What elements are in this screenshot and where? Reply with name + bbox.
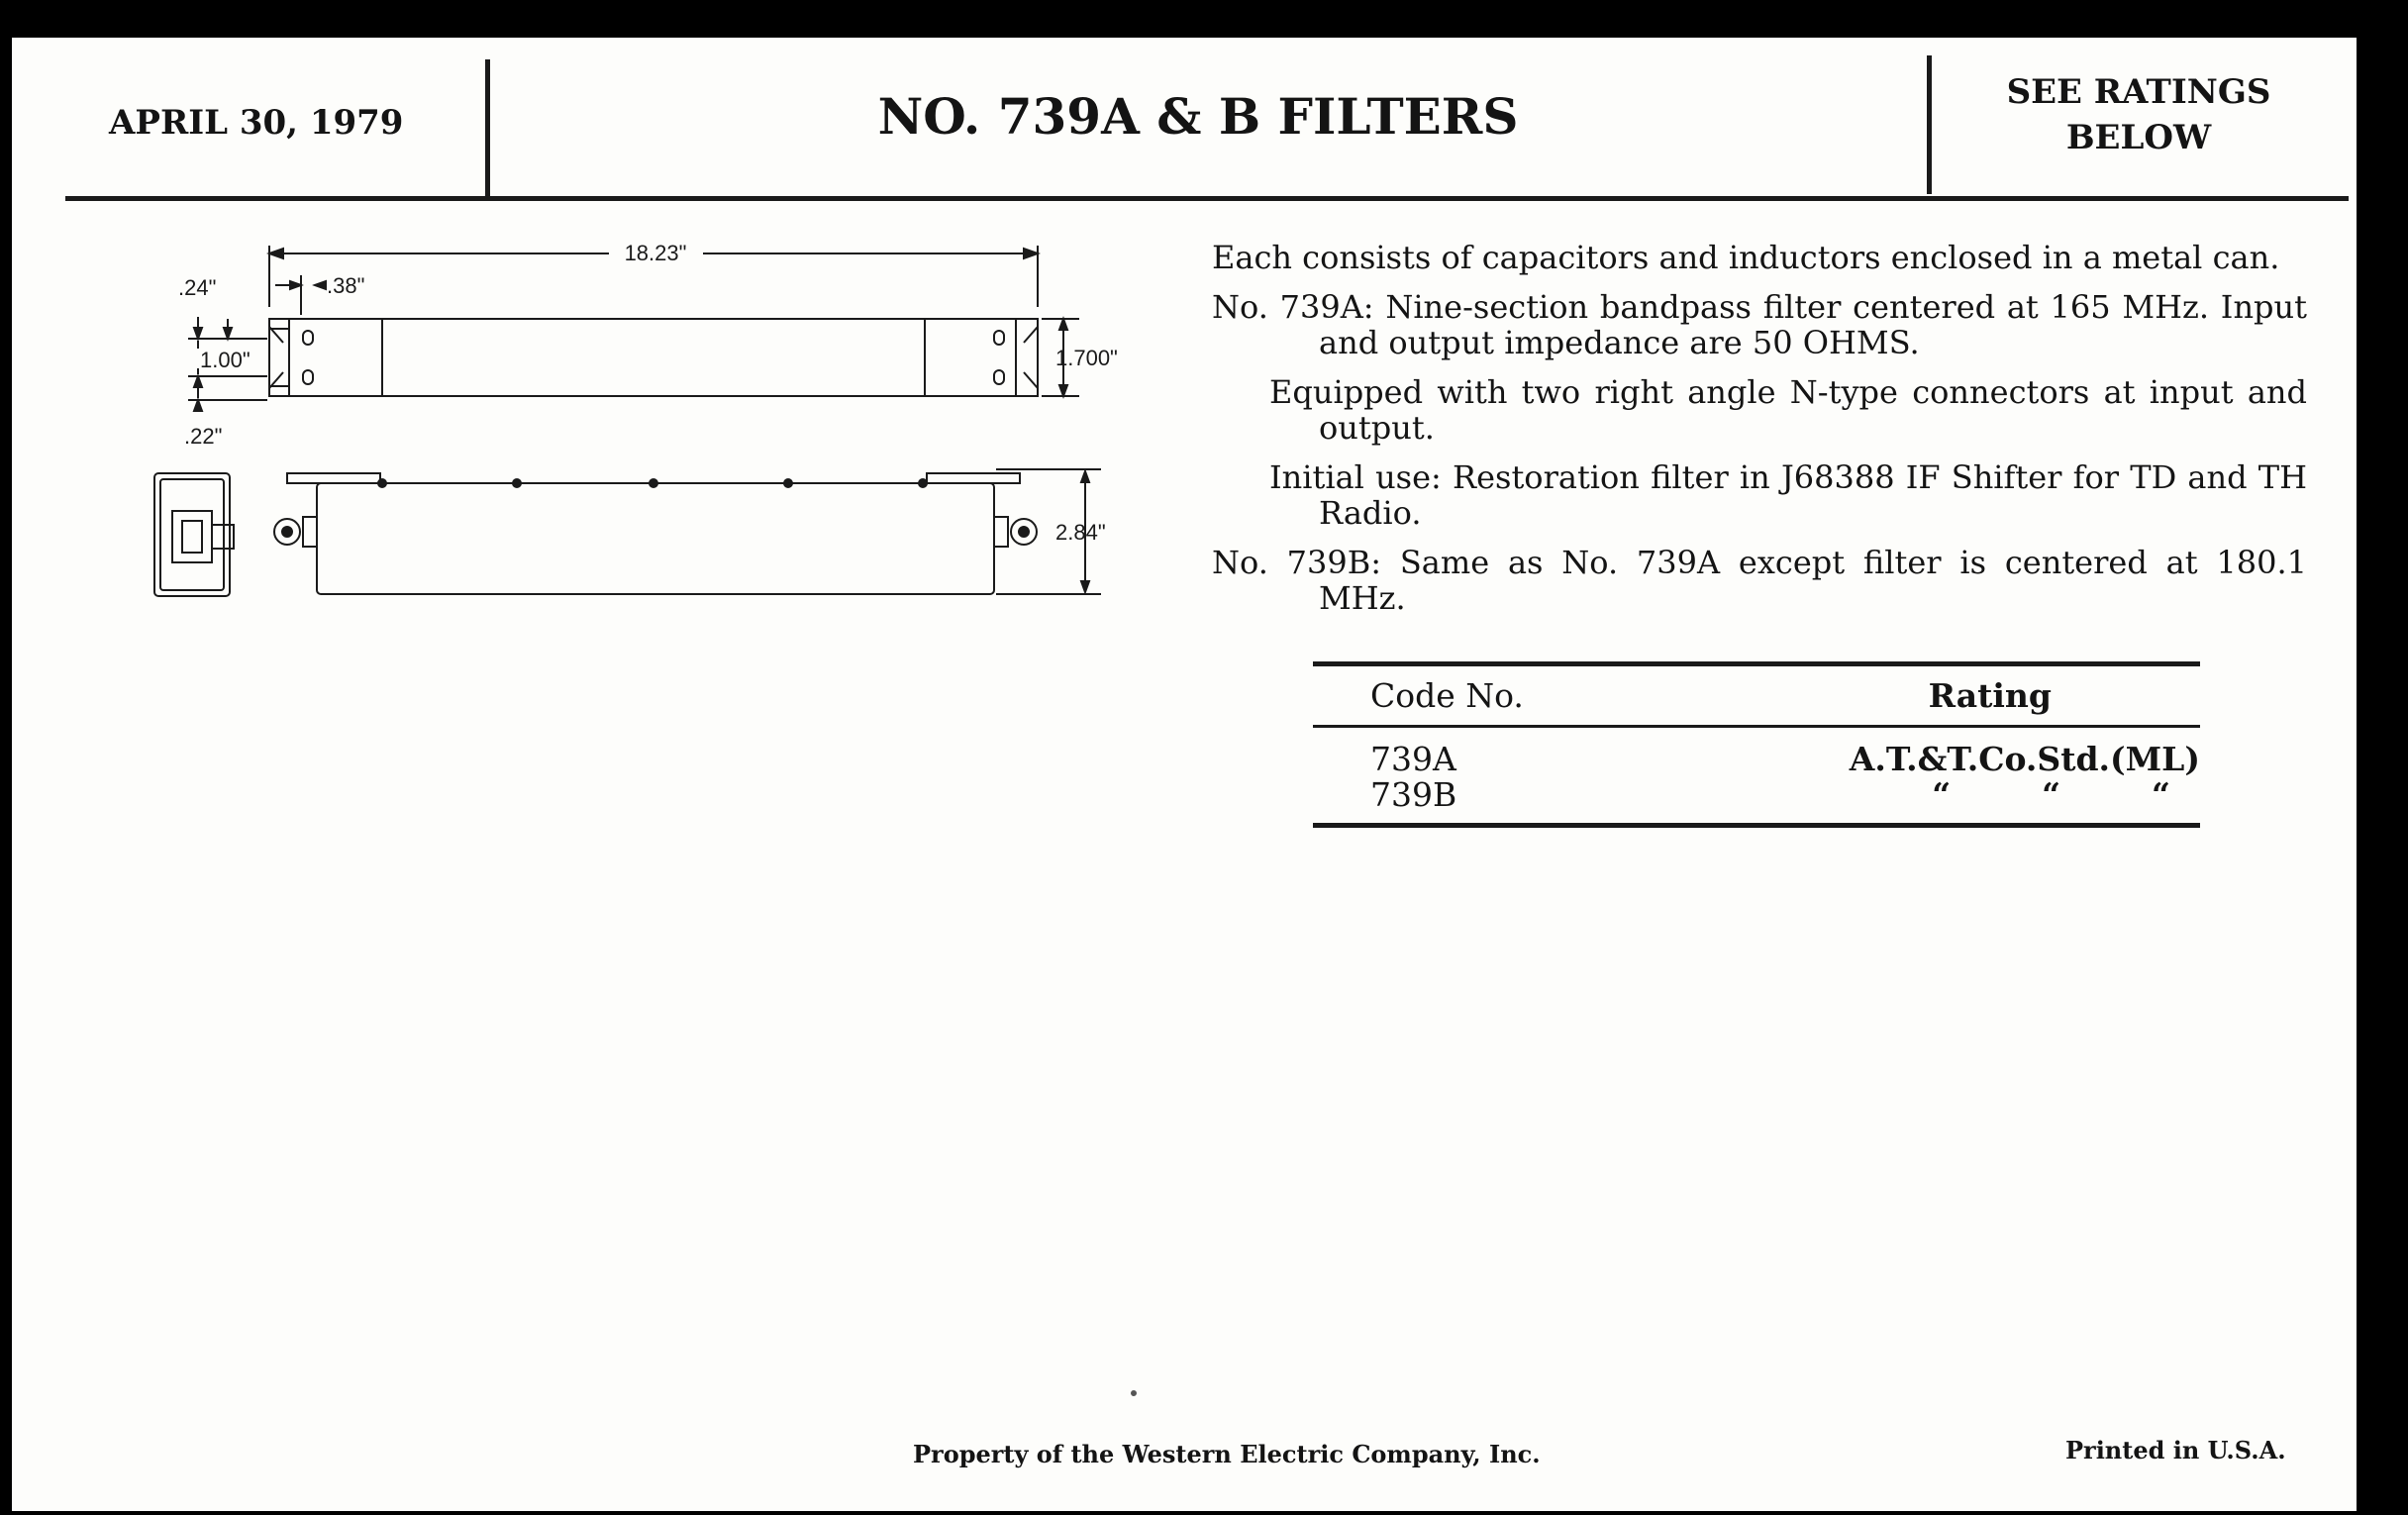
dim-height-label: 2.84": [1055, 520, 1106, 545]
item-739b-text: No. 739B: Same as No. 739A except filter is centered at 180.1 MHz.: [1212, 544, 2307, 617]
table-header-row: [1313, 664, 2200, 727]
rating-cell: A.T.&T.Co.Std.(ML): [1849, 740, 2200, 778]
end-view: [154, 473, 234, 596]
column-header-code: Code No.: [1313, 664, 1646, 727]
ink-speck: [1131, 1390, 1137, 1396]
dim-hole-spacing-label: 1.00": [200, 348, 251, 372]
table-row: [1313, 727, 2200, 778]
filter-dimension-drawing: [129, 218, 1178, 614]
see-ratings-line1: SEE RATINGS: [2006, 72, 2271, 112]
property-notice: Property of the Western Electric Company, Inc.: [913, 1440, 1541, 1468]
dim-offset-bottom-label: .22": [184, 424, 223, 449]
dim-length-label: 18.23": [624, 241, 687, 265]
dim-width-label: 1.700": [1055, 346, 1118, 370]
header-divider-right: [1927, 55, 1932, 194]
top-view: [178, 241, 1118, 449]
issue-date: APRIL 30, 1979: [109, 103, 404, 143]
item-739a-equipped-text: Equipped with two right angle N-type connectors at input and output.: [1269, 373, 2307, 447]
see-ratings-line2: BELOW: [2065, 118, 2212, 157]
code-cell: 739A: [1370, 740, 1456, 778]
dim-offset-top-label: .24": [178, 275, 217, 300]
item-739a-use-text: Initial use: Restoration filter in J68388 IF Shifter for TD and TH Radio.: [1269, 458, 2307, 532]
description: [1212, 240, 2307, 630]
intro-text: Each consists of capacitors and inductors enclosed in a metal can.: [1212, 239, 2280, 276]
code-cell: 739B: [1370, 775, 1457, 814]
header-rule: [65, 196, 2349, 201]
item-739a-text: No. 739A: Nine-section bandpass filter centered at 165 MHz. Input and output impedance are 50 OHMS.: [1212, 288, 2307, 361]
column-header-rating: Rating: [1646, 664, 2200, 727]
page-title: NO. 739A & B FILTERS: [877, 87, 1519, 146]
see-ratings-note: [1941, 69, 2337, 160]
rating-cell: “ “ “: [1932, 775, 2170, 814]
side-view: [274, 469, 1106, 594]
table-row: [1313, 777, 2200, 826]
ratings-table: [1313, 661, 2200, 828]
dim-offset-side-label: .38": [327, 273, 365, 298]
printed-notice: Printed in U.S.A.: [2065, 1436, 2286, 1464]
